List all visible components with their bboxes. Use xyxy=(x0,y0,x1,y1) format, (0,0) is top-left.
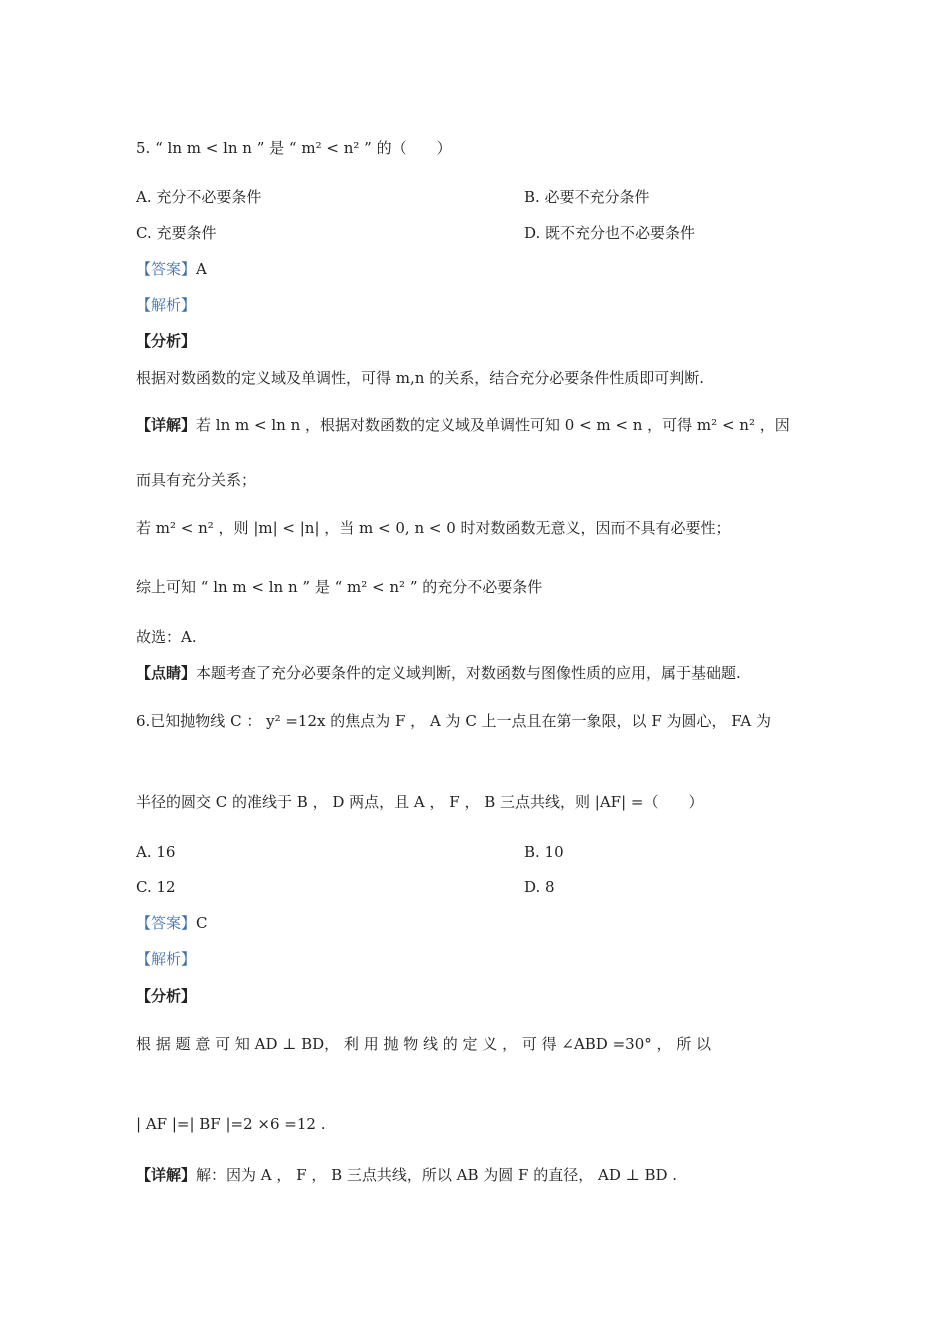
q6-answer xyxy=(136,913,208,933)
q5-detail-4: 综上可知 “ ln m < ln n ” 是 “ m² < n² ” 的充分不必要条件 xyxy=(136,578,543,596)
q5-option-a: A. 充分不必要条件 xyxy=(136,188,262,206)
q5-jiexi-label: 【解析】 xyxy=(136,296,197,314)
q6-detail xyxy=(136,1165,677,1185)
q5-detail-1-text: 若 ln m < ln n ，根据对数函数的定义域及单调性可知 0 < m < n ，可得 m² < n² ，因 xyxy=(196,416,790,434)
q5-option-d: D. 既不充分也不必要条件 xyxy=(524,224,696,242)
q6-detail-text: 解：因为 A ， F ， B 三点共线，所以 AB 为圆 F 的直径， AD ⊥ BD . xyxy=(196,1166,678,1184)
q5-detail-3: 若 m² < n² ，则 |m| < |n| ，当 m < 0, n < 0 时对数函数无意义，因而不具有必要性； xyxy=(136,519,731,537)
q5-fenxi-label: 【分析】 xyxy=(136,332,197,350)
q6-stem-1: 6.已知抛物线 C ： y² =12x 的焦点为 F ， A 为 C 上一点且在第一象限，以 F 为圆心， FA 为 xyxy=(136,712,771,730)
q5-dianjing xyxy=(136,663,741,683)
q5-detail-2: 而具有充分关系； xyxy=(136,471,257,489)
q5-fenxi-text: 根据对数函数的定义域及单调性，可得 m,n 的关系，结合充分必要条件性质即可判断. xyxy=(136,369,704,387)
q5-dianjing-label: 【点睛】 xyxy=(136,664,197,682)
q5-answer-value: A xyxy=(196,260,207,278)
q5-detail-1 xyxy=(136,415,790,435)
q6-answer-value: C xyxy=(196,914,208,932)
q6-detail-label: 【详解】 xyxy=(136,1166,197,1184)
q6-option-c: C. 12 xyxy=(136,878,176,896)
q6-answer-label: 【答案】 xyxy=(136,914,197,932)
q6-fenxi-label: 【分析】 xyxy=(136,987,197,1005)
q6-jiexi-label: 【解析】 xyxy=(136,950,197,968)
q6-option-a: A. 16 xyxy=(136,843,176,861)
q5-option-b: B. 必要不充分条件 xyxy=(524,188,650,206)
q5-stem: 5. “ ln m < ln n ” 是 “ m² < n² ” 的（ ） xyxy=(136,139,452,157)
q6-option-d: D. 8 xyxy=(524,878,555,896)
q6-fenxi-1: 根 据 题 意 可 知 AD ⊥ BD， 利 用 抛 物 线 的 定 义 ， 可 得 ∠ABD =30° ， 所 以 xyxy=(136,1035,712,1053)
q5-choose: 故选：A. xyxy=(136,628,197,646)
q6-stem-2: 半径的圆交 C 的准线于 B ， D 两点，且 A ， F ， B 三点共线，则 |AF| =（ ） xyxy=(136,793,704,811)
q5-answer-label: 【答案】 xyxy=(136,260,197,278)
q6-option-b: B. 10 xyxy=(524,843,564,861)
q5-detail-label: 【详解】 xyxy=(136,416,197,434)
q5-option-c: C. 充要条件 xyxy=(136,224,217,242)
q5-dianjing-text: 本题考查了充分必要条件的定义域判断，对数函数与图像性质的应用，属于基础题. xyxy=(196,664,741,682)
q5-answer xyxy=(136,259,207,279)
q6-fenxi-2: | AF |=| BF |=2 ×6 =12 . xyxy=(136,1115,326,1133)
